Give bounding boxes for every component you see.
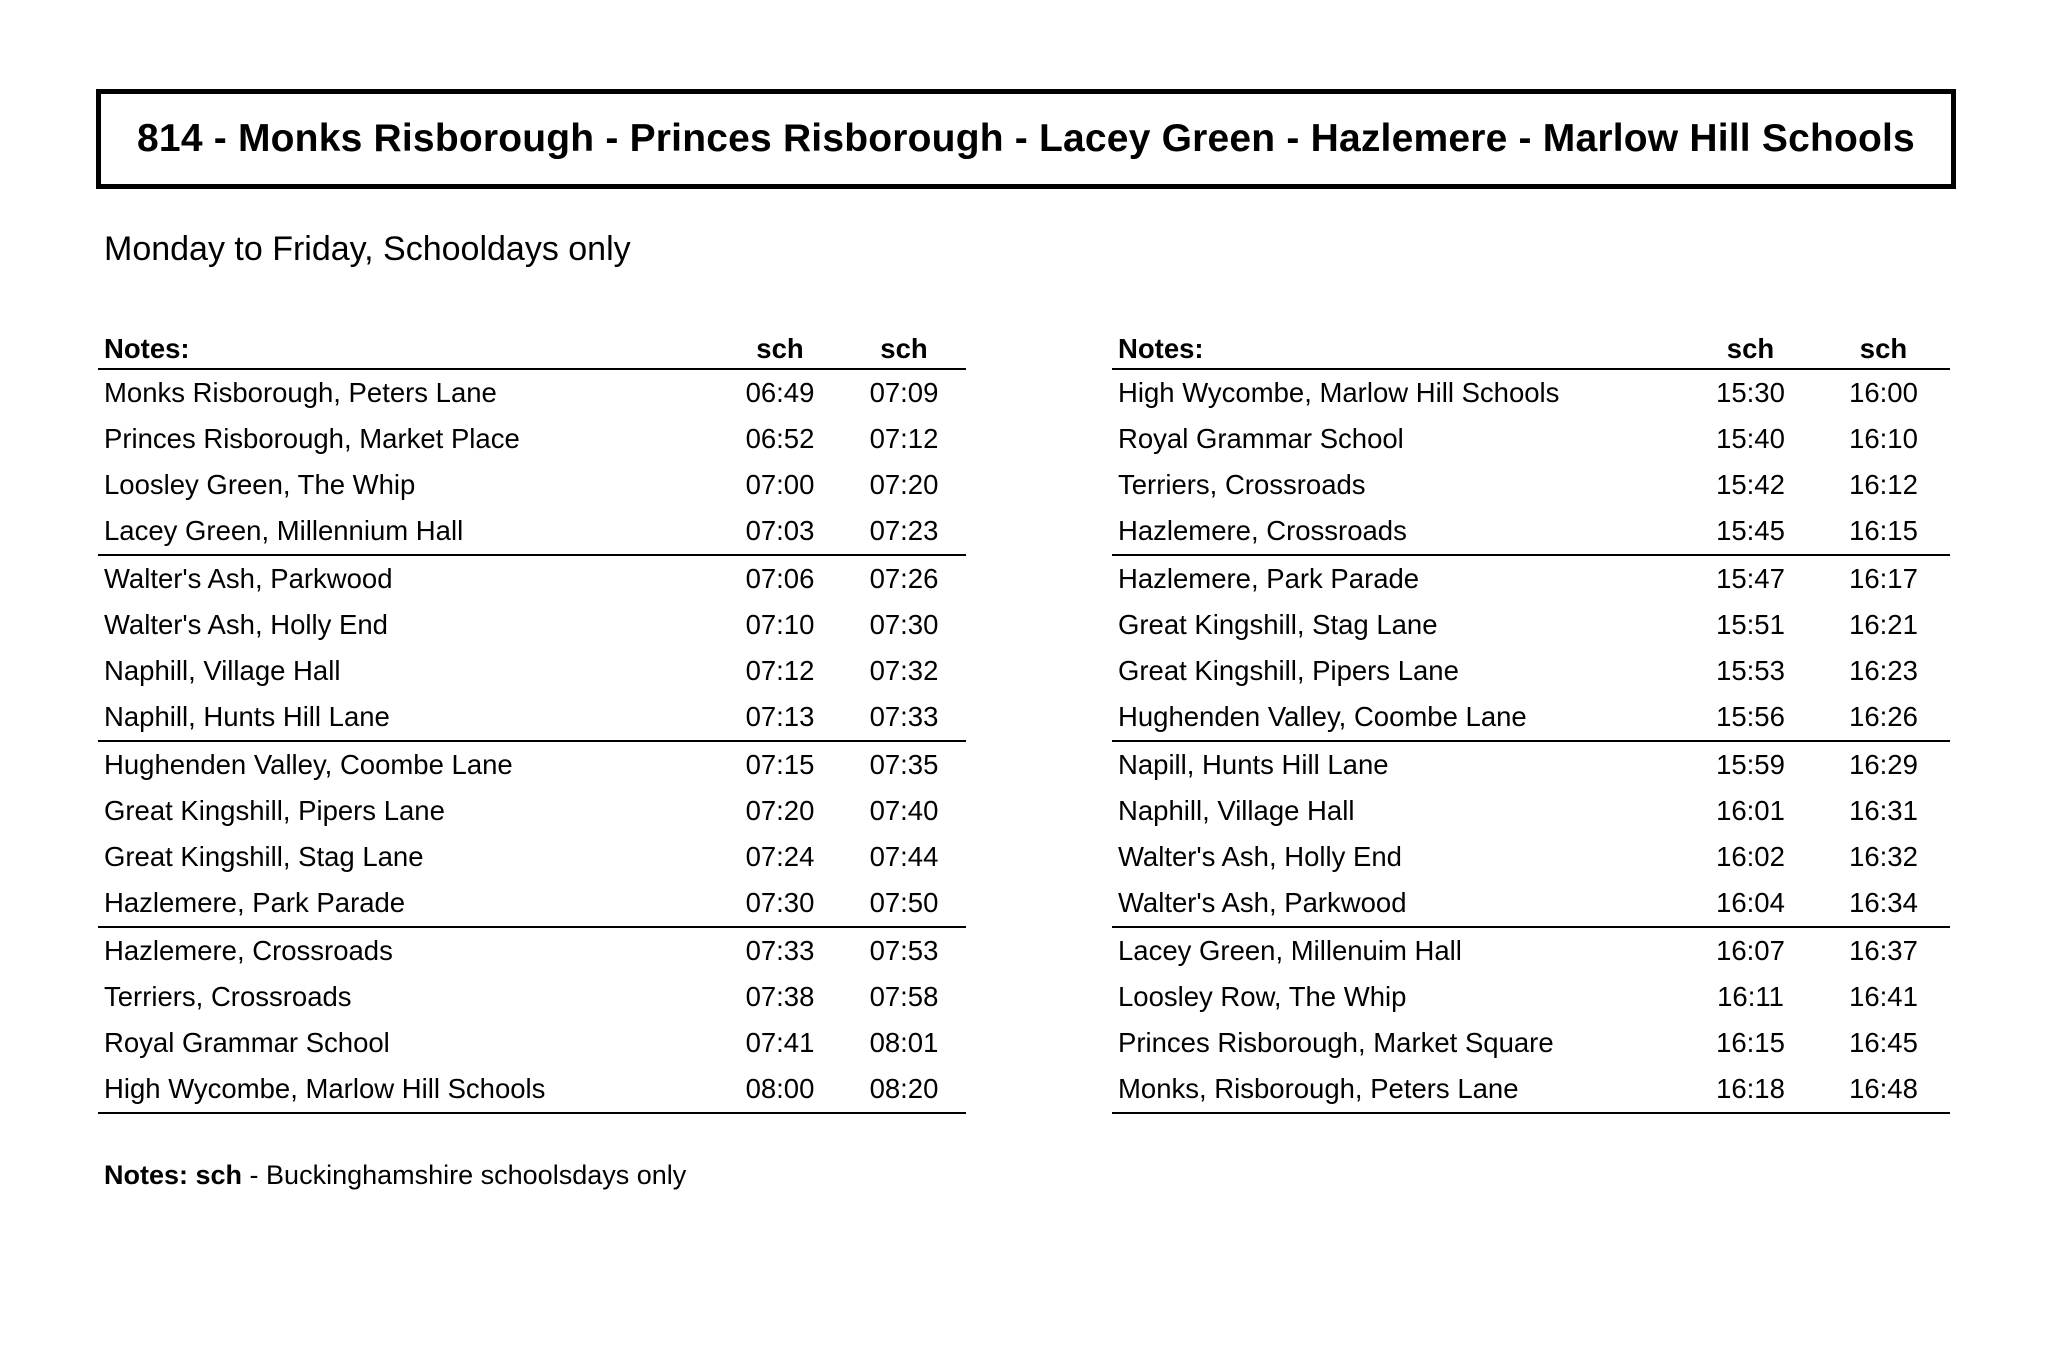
departure-time: 16:29: [1849, 749, 1918, 780]
stop-name: High Wycombe, Marlow Hill Schools: [98, 1066, 718, 1113]
departure-time: 07:06: [745, 563, 815, 594]
departure-time: 15:53: [1716, 655, 1785, 686]
departure-time: 07:20: [745, 795, 815, 826]
stop-name: Great Kingshill, Stag Lane: [1118, 609, 1438, 640]
departure-time: 07:26: [869, 563, 939, 594]
journey-1-header: sch: [718, 330, 842, 369]
departure-time: 16:15: [1716, 1027, 1785, 1058]
table-row: [98, 834, 966, 880]
departure-time: 07:13: [718, 694, 842, 741]
departure-time: 07:12: [745, 655, 815, 686]
stop-name: Walter's Ash, Parkwood: [104, 563, 393, 594]
departure-time: 16:31: [1849, 795, 1918, 826]
departure-time: 15:51: [1716, 609, 1785, 640]
stop-name: Naphill, Hunts Hill Lane: [98, 694, 718, 741]
stop-name: Walter's Ash, Parkwood: [1112, 880, 1684, 927]
departure-time: 07:33: [745, 935, 815, 966]
table-row: [1112, 369, 1950, 416]
stop-name: Hazlemere, Park Parade: [1118, 563, 1420, 594]
stop-name: Monks Risborough, Peters Lane: [104, 377, 497, 408]
departure-time: 06:49: [745, 377, 815, 408]
stop-name: Great Kingshill, Pipers Lane: [1118, 655, 1459, 686]
stop-name: Hazlemere, Crossroads: [104, 935, 393, 966]
departure-time: 07:33: [842, 694, 966, 741]
departure-time: 07:12: [869, 423, 939, 454]
departure-time: 07:58: [869, 981, 939, 1012]
table-row: [98, 974, 966, 1020]
departure-time: 15:40: [1716, 423, 1785, 454]
stop-name: Royal Grammar School: [104, 1027, 390, 1058]
outbound-timetable: [98, 330, 966, 1114]
table-row: [1112, 834, 1950, 880]
table-row: [98, 369, 966, 416]
departure-time: 07:53: [869, 935, 939, 966]
stop-name: Naphill, Village Hall: [104, 655, 341, 686]
departure-time: 16:32: [1849, 841, 1918, 872]
departure-time: 07:50: [842, 880, 966, 927]
stop-name: Napill, Hunts Hill Lane: [1118, 749, 1389, 780]
departure-time: 16:18: [1684, 1066, 1817, 1113]
departure-time: 16:41: [1849, 981, 1918, 1012]
table-row: [98, 1066, 966, 1113]
stop-name: Naphill, Village Hall: [1118, 795, 1355, 826]
table-row: [1112, 416, 1950, 462]
stop-name: Princes Risborough, Market Place: [104, 423, 520, 454]
journey-2-header: sch: [842, 330, 966, 369]
departure-time: 16:17: [1849, 563, 1918, 594]
stop-name: Hughenden Valley, Coombe Lane: [104, 749, 513, 780]
table-row: [98, 416, 966, 462]
table-row: [98, 508, 966, 555]
departure-time: 15:30: [1716, 377, 1785, 408]
outbound-header-row: [98, 330, 966, 369]
footnote-label: Notes: sch: [104, 1160, 243, 1190]
table-row: [98, 880, 966, 927]
table-row: [98, 927, 966, 974]
departure-time: 08:00: [718, 1066, 842, 1113]
departure-time: 16:01: [1716, 795, 1785, 826]
departure-time: 16:07: [1716, 935, 1785, 966]
stop-name: Lacey Green, Millenuim Hall: [1118, 935, 1462, 966]
departure-time: 16:04: [1684, 880, 1817, 927]
stop-name: Great Kingshill, Stag Lane: [104, 841, 424, 872]
return-header-row: [1112, 330, 1950, 369]
departure-time: 07:03: [718, 508, 842, 555]
departure-time: 16:45: [1849, 1027, 1918, 1058]
notes-header: Notes:: [1112, 330, 1684, 369]
departure-time: 16:34: [1817, 880, 1950, 927]
stop-name: Great Kingshill, Pipers Lane: [104, 795, 445, 826]
departure-time: 15:42: [1716, 469, 1785, 500]
stop-name: Hazlemere, Park Parade: [98, 880, 718, 927]
stop-name: Royal Grammar School: [1118, 423, 1404, 454]
departure-time: 16:48: [1817, 1066, 1950, 1113]
table-row: [1112, 602, 1950, 648]
table-row: [1112, 462, 1950, 508]
table-row: [1112, 555, 1950, 602]
table-row: [1112, 1066, 1950, 1113]
table-row: [1112, 648, 1950, 694]
return-rows: [1112, 369, 1950, 1113]
departure-time: 16:10: [1849, 423, 1918, 454]
page-subtitle: Monday to Friday, Schooldays only: [104, 230, 631, 268]
table-row: [98, 648, 966, 694]
departure-time: 16:15: [1817, 508, 1950, 555]
departure-time: 07:32: [869, 655, 939, 686]
table-row: [1112, 508, 1950, 555]
departure-time: 16:00: [1849, 377, 1918, 408]
table-row: [98, 1020, 966, 1066]
departure-time: 08:20: [842, 1066, 966, 1113]
stop-name: High Wycombe, Marlow Hill Schools: [1118, 377, 1560, 408]
stop-name: Terriers, Crossroads: [104, 981, 352, 1012]
departure-time: 07:20: [869, 469, 939, 500]
table-row: [1112, 694, 1950, 741]
stop-name: Hazlemere, Crossroads: [1112, 508, 1684, 555]
stop-name: Walter's Ash, Holly End: [104, 609, 388, 640]
table-row: [98, 694, 966, 741]
stop-name: Terriers, Crossroads: [1118, 469, 1366, 500]
stop-name: Hughenden Valley, Coombe Lane: [1112, 694, 1684, 741]
notes-header: Notes:: [98, 330, 718, 369]
departure-time: 07:10: [745, 609, 815, 640]
departure-time: 15:56: [1684, 694, 1817, 741]
page-title: 814 - Monks Risborough - Princes Risborough - Lacey Green - Hazlemere - Marlow Hill Schools: [137, 117, 1915, 160]
departure-time: 07:35: [869, 749, 939, 780]
departure-time: 07:44: [869, 841, 939, 872]
table-row: [1112, 974, 1950, 1020]
departure-time: 07:24: [745, 841, 815, 872]
table-row: [1112, 741, 1950, 788]
departure-time: 16:12: [1849, 469, 1918, 500]
stop-name: Lacey Green, Millennium Hall: [98, 508, 718, 555]
table-row: [98, 602, 966, 648]
departure-time: 16:11: [1717, 981, 1784, 1012]
table-row: [98, 788, 966, 834]
return-timetable: [1112, 330, 1950, 1114]
departure-time: 15:47: [1716, 563, 1785, 594]
journey-2-header: sch: [1817, 330, 1950, 369]
footnote-text: - Buckinghamshire schoolsdays only: [242, 1160, 687, 1190]
departure-time: 07:23: [842, 508, 966, 555]
departure-time: 07:30: [718, 880, 842, 927]
outbound-rows: [98, 369, 966, 1113]
departure-time: 06:52: [745, 423, 815, 454]
table-row: [1112, 880, 1950, 927]
departure-time: 07:41: [745, 1027, 815, 1058]
table-row: [98, 741, 966, 788]
table-row: [98, 462, 966, 508]
stop-name: Monks, Risborough, Peters Lane: [1112, 1066, 1684, 1113]
departure-time: 07:38: [745, 981, 815, 1012]
departure-time: 07:40: [869, 795, 939, 826]
table-row: [98, 555, 966, 602]
departure-time: 15:59: [1716, 749, 1785, 780]
title-box: [96, 89, 1956, 189]
departure-time: 15:45: [1684, 508, 1817, 555]
departure-time: 07:09: [869, 377, 939, 408]
footnote: [104, 1160, 686, 1191]
departure-time: 07:15: [745, 749, 815, 780]
journey-1-header: sch: [1684, 330, 1817, 369]
departure-time: 16:26: [1817, 694, 1950, 741]
departure-time: 08:01: [869, 1027, 939, 1058]
table-row: [1112, 788, 1950, 834]
stop-name: Walter's Ash, Holly End: [1118, 841, 1402, 872]
table-row: [1112, 1020, 1950, 1066]
departure-time: 16:21: [1849, 609, 1918, 640]
departure-time: 16:23: [1849, 655, 1918, 686]
departure-time: 07:00: [745, 469, 815, 500]
departure-time: 16:02: [1716, 841, 1785, 872]
table-row: [1112, 927, 1950, 974]
stop-name: Princes Risborough, Market Square: [1118, 1027, 1554, 1058]
departure-time: 07:30: [869, 609, 939, 640]
stop-name: Loosley Green, The Whip: [104, 469, 416, 500]
stop-name: Loosley Row, The Whip: [1118, 981, 1407, 1012]
departure-time: 16:37: [1849, 935, 1918, 966]
